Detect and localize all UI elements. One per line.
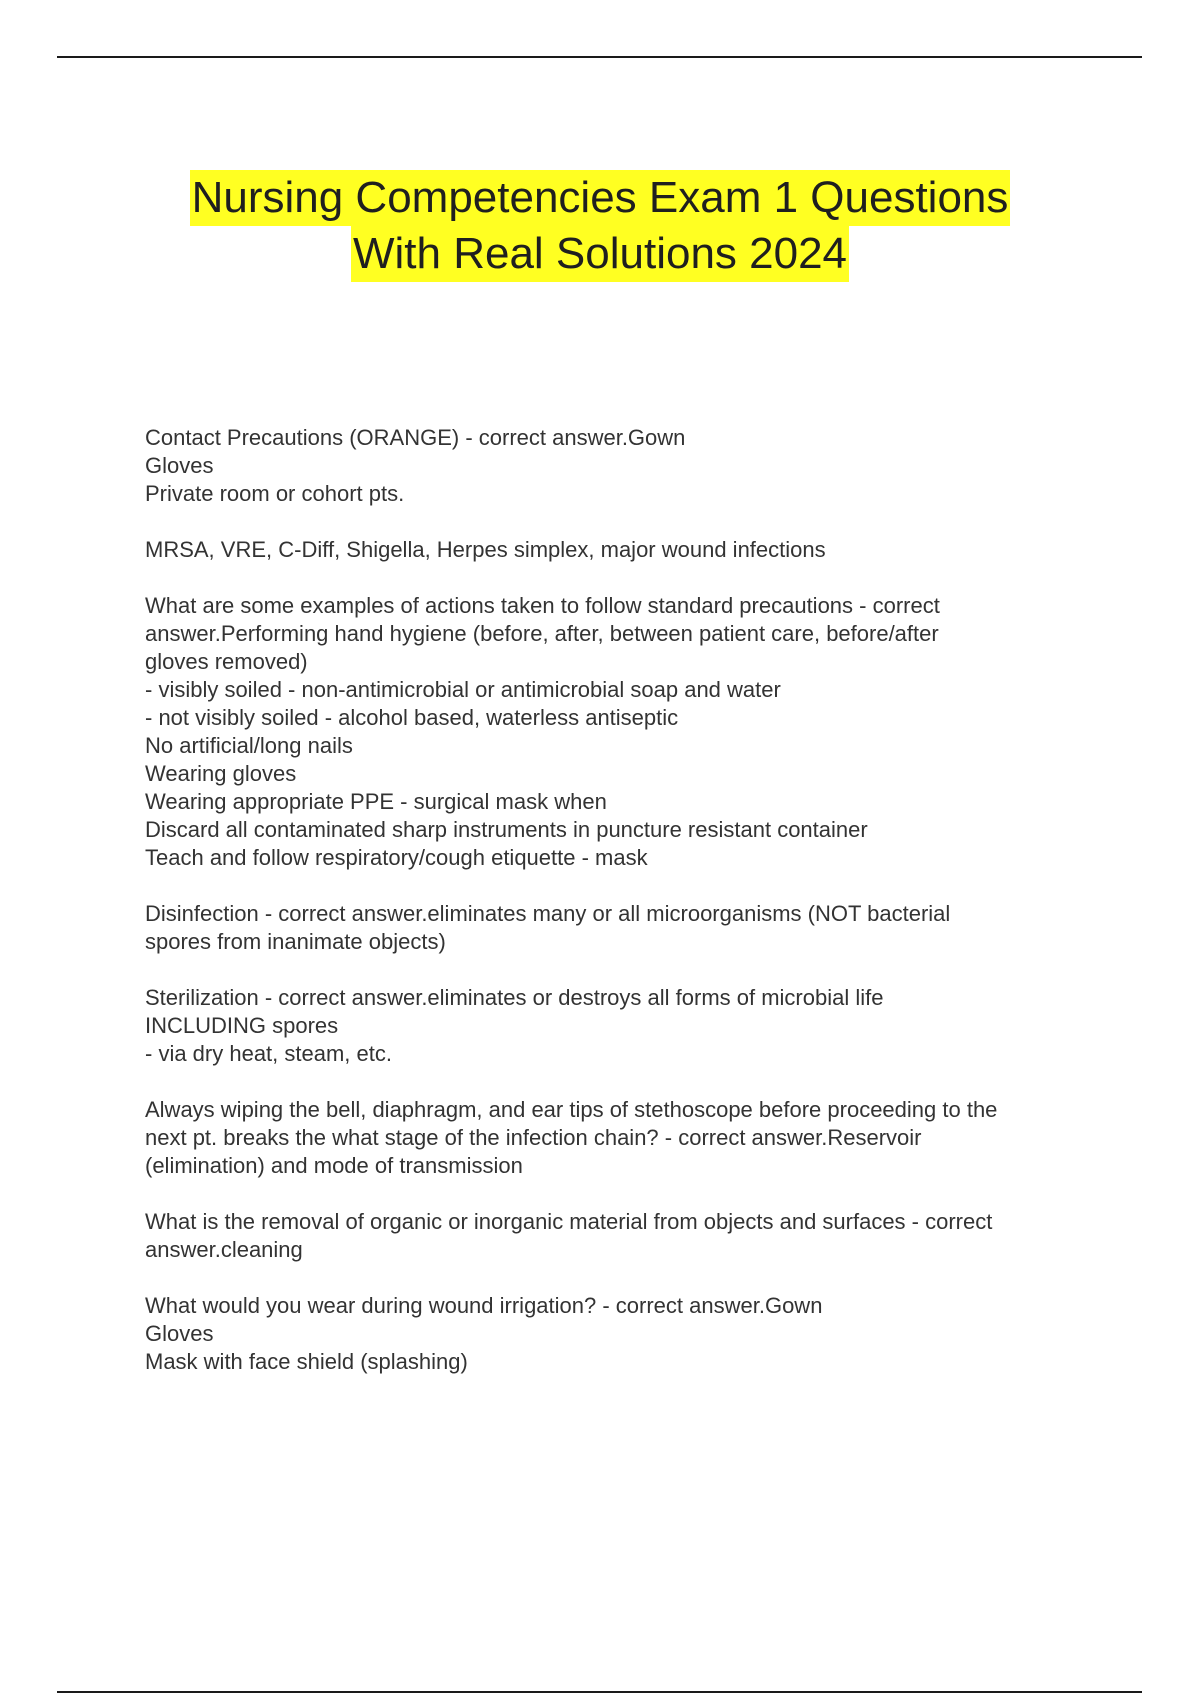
entry-line: Always wiping the bell, diaphragm, and ear tips of stethoscope before proceeding to the: [145, 1097, 998, 1122]
entry-line: MRSA, VRE, C-Diff, Shigella, Herpes simplex, major wound infections: [145, 537, 826, 562]
title-line-1: Nursing Competencies Exam 1 Questions: [190, 170, 1011, 226]
qa-entry: [145, 536, 1085, 564]
entry-line: What is the removal of organic or inorganic material from objects and surfaces - correct: [145, 1209, 993, 1234]
qa-entry: [145, 984, 1085, 1068]
entry-line: Wearing appropriate PPE - surgical mask when: [145, 789, 607, 814]
qa-entry: [145, 424, 1085, 508]
entry-line: Private room or cohort pts.: [145, 481, 405, 506]
qa-entry: [145, 592, 1085, 872]
qa-entry: [145, 1292, 1085, 1376]
entry-line: Wearing gloves: [145, 761, 297, 786]
entry-line: - visibly soiled - non-antimicrobial or antimicrobial soap and water: [145, 677, 781, 702]
qa-entry: [145, 1096, 1085, 1180]
page-title: [0, 170, 1200, 282]
entry-line: Gloves: [145, 1321, 214, 1346]
entry-line: No artificial/long nails: [145, 733, 353, 758]
qa-entry: [145, 900, 1085, 956]
entry-line: What are some examples of actions taken to follow standard precautions - correct: [145, 593, 940, 618]
bottom-divider: [57, 1691, 1142, 1693]
qa-entry: [145, 1208, 1085, 1264]
entry-line: (elimination) and mode of transmission: [145, 1153, 523, 1178]
entry-line: next pt. breaks the what stage of the infection chain? - correct answer.Reservoir: [145, 1125, 922, 1150]
entry-line: Mask with face shield (splashing): [145, 1349, 468, 1374]
entry-line: Disinfection - correct answer.eliminates many or all microorganisms (NOT bacterial: [145, 901, 951, 926]
entry-line: - not visibly soiled - alcohol based, waterless antiseptic: [145, 705, 679, 730]
entry-line: Contact Precautions (ORANGE) - correct answer.Gown: [145, 425, 686, 450]
entry-line: answer.cleaning: [145, 1237, 303, 1262]
entry-line: INCLUDING spores: [145, 1013, 339, 1038]
entry-line: Gloves: [145, 453, 214, 478]
entry-line: What would you wear during wound irrigation? - correct answer.Gown: [145, 1293, 823, 1318]
entry-line: - via dry heat, steam, etc.: [145, 1041, 392, 1066]
question-list: [145, 424, 1085, 1404]
entry-line: Sterilization - correct answer.eliminates or destroys all forms of microbial life: [145, 985, 884, 1010]
entry-line: Discard all contaminated sharp instruments in puncture resistant container: [145, 817, 868, 842]
entry-line: spores from inanimate objects): [145, 929, 446, 954]
entry-line: gloves removed): [145, 649, 308, 674]
entry-line: answer.Performing hand hygiene (before, after, between patient care, before/after: [145, 621, 939, 646]
title-line-2: With Real Solutions 2024: [351, 226, 849, 282]
top-divider: [57, 56, 1142, 58]
entry-line: Teach and follow respiratory/cough etiquette - mask: [145, 845, 648, 870]
